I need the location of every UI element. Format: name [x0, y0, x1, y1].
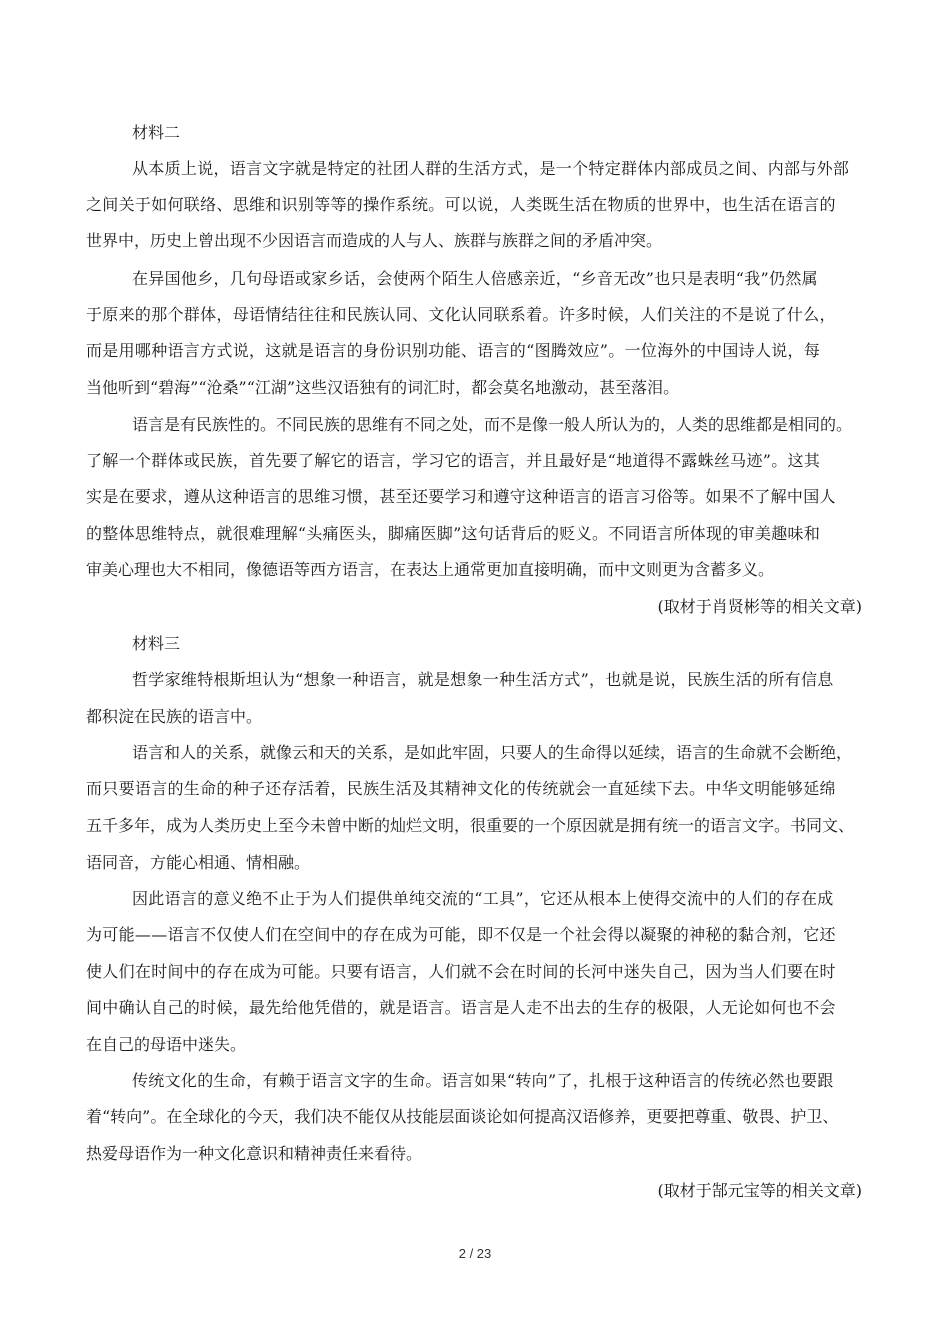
paragraph-line: 语言和人的关系，就像云和天的关系，是如此牢固，只要人的生命得以延续，语言的生命就不会断绝， — [132, 743, 853, 762]
material2-source: (取材于肖贤彬等的相关文章) — [657, 597, 862, 616]
paragraph-line: 五千多年，成为人类历史上至今未曾中断的灿烂文明，很重要的一个原因就是拥有统一的语言文字。书同文、 — [86, 816, 855, 835]
paragraph-line: 哲学家维特根斯坦认为“想象一种语言，就是想象一种生活方式”，也就是说，民族生活的所有信息 — [132, 670, 834, 689]
paragraph-line: 语同音，方能心相通、情相融。 — [86, 853, 311, 872]
material3-source: (取材于郜元宝等的相关文章) — [657, 1181, 862, 1200]
material2-heading: 材料二 — [132, 123, 181, 142]
paragraph-line: 传统文化的生命，有赖于语言文字的生命。语言如果“转向”了，扎根于这种语言的传统必然也要跟 — [132, 1071, 834, 1090]
paragraph-line: 世界中，历史上曾出现不少因语言而造成的人与人、族群与族群之间的矛盾冲突。 — [86, 231, 663, 250]
paragraph-line: 语言是有民族性的。不同民族的思维有不同之处，而不是像一般人所认为的，人类的思维都是相同的。 — [132, 415, 853, 434]
paragraph-line: 在自己的母语中迷失。 — [86, 1035, 247, 1054]
paragraph-line: 间中确认自己的时候，最先给他凭借的，就是语言。语言是人走不出去的生存的极限，人无论如何也不会 — [86, 998, 836, 1017]
paragraph-line: 了解一个群体或民族，首先要了解它的语言，学习它的语言，并且最好是“地道得不露蛛丝马迹”。这其 — [86, 451, 821, 470]
paragraph-line: 着“转向”。在全球化的今天，我们决不能仅从技能层面谈论如何提高汉语修养，更要把尊重、敬畏、护卫、 — [86, 1107, 839, 1126]
paragraph-line: 于原来的那个群体，母语情结往往和民族认同、文化认同联系着。许多时候，人们关注的不是说了什么， — [86, 305, 836, 324]
material3-heading: 材料三 — [132, 634, 181, 653]
paragraph-line: 审美心理也大不相同，像德语等西方语言，在表达上通常更加直接明确，而中文则更为含蓄多义。 — [86, 560, 775, 579]
paragraph-line: 都积淀在民族的语言中。 — [86, 707, 263, 726]
paragraph-line: 而只要语言的生命的种子还存活着，民族生活及其精神文化的传统就会一直延续下去。中华文明能够延绵 — [86, 779, 836, 798]
paragraph-line: 的整体思维特点，就很难理解“头痛医头，脚痛医脚”这句话背后的贬义。不同语言所体现的审美趣味和 — [86, 524, 821, 543]
paragraph-line: 使人们在时间中的存在成为可能。只要有语言，人们就不会在时间的长河中迷失自己，因为当人们要在时 — [86, 962, 836, 981]
paragraph-line: 实是在要求，遵从这种语言的思维习惯，甚至还要学习和遵守这种语言的语言习俗等。如果不了解中国人 — [86, 487, 836, 506]
paragraph-line: 因此语言的意义绝不止于为人们提供单纯交流的“工具”，它还从根本上使得交流中的人们的存在成 — [132, 889, 834, 908]
paragraph-line: 而是用哪种语言方式说，这就是语言的身份识别功能、语言的“图腾效应”。一位海外的中国诗人说，每 — [86, 341, 821, 360]
paragraph-line: 当他听到“碧海”“沧桑”“江湖”这些汉语独有的词汇时，都会莫名地激动，甚至落泪。 — [86, 378, 680, 397]
paragraph-line: 之间关于如何联络、思维和识别等等的操作系统。可以说，人类既生活在物质的世界中，也生活在语言的 — [86, 195, 836, 214]
paragraph-line: 从本质上说，语言文字就是特定的社团人群的生活方式，是一个特定群体内部成员之间、内部与外部 — [132, 159, 850, 178]
page-number: 2 / 23 — [458, 1246, 492, 1261]
paragraph-line: 在异国他乡，几句母语或家乡话，会使两个陌生人倍感亲近，“乡音无改”也只是表明“我”仍然属 — [132, 269, 818, 288]
paragraph-line: 为可能——语言不仅使人们在空间中的存在成为可能，即不仅是一个社会得以凝聚的神秘的黏合剂，它还 — [86, 925, 836, 944]
paragraph-line: 热爱母语作为一种文化意识和精神责任来看待。 — [86, 1144, 423, 1163]
